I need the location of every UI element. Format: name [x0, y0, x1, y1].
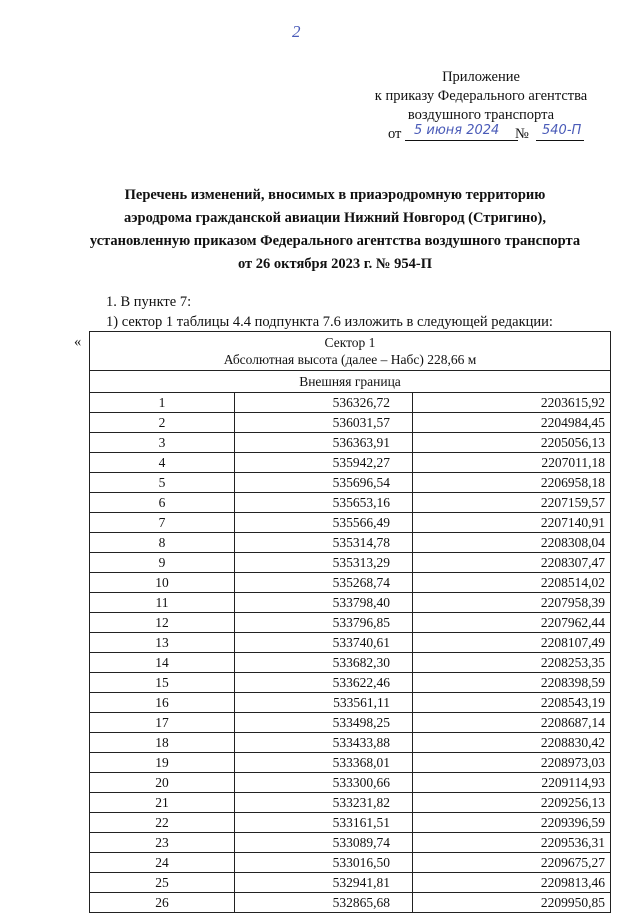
point-index-cell: 16 [90, 693, 235, 713]
title-line-4: от 26 октября 2023 г. № 954-П [238, 256, 432, 272]
point-index-cell: 4 [90, 453, 235, 473]
point-index-cell: 7 [90, 513, 235, 533]
table-row [90, 593, 611, 613]
point-index-cell: 12 [90, 613, 235, 633]
item-2-text: 1) сектор 1 таблицы 4.4 подпункта 7.6 изложить в следующей редакции: [106, 314, 553, 330]
point-index-cell: 11 [90, 593, 235, 613]
x-coordinate-cell: 533433,88 [235, 733, 413, 753]
opening-quote: « [74, 334, 82, 350]
sector-title: Сектор 1 [324, 335, 376, 350]
appendix-line-2: к приказу Федерального агентства [374, 88, 588, 104]
table-row [90, 873, 611, 893]
y-coordinate-cell: 2207962,44 [413, 613, 611, 633]
table-row [90, 693, 611, 713]
y-coordinate-cell: 2209950,85 [413, 893, 611, 913]
x-coordinate-cell: 535696,54 [235, 473, 413, 493]
table-row [90, 653, 611, 673]
order-date-number-row [350, 125, 612, 144]
y-coordinate-cell: 2208973,03 [413, 753, 611, 773]
point-index-cell: 22 [90, 813, 235, 833]
table-row [90, 893, 611, 913]
table-row [90, 773, 611, 793]
x-coordinate-cell: 533740,61 [235, 633, 413, 653]
y-coordinate-cell: 2208253,35 [413, 653, 611, 673]
x-coordinate-cell: 533368,01 [235, 753, 413, 773]
appendix-block [350, 68, 612, 144]
y-coordinate-cell: 2206958,18 [413, 473, 611, 493]
point-index-cell: 8 [90, 533, 235, 553]
point-index-cell: 23 [90, 833, 235, 853]
table-row [90, 493, 611, 513]
x-coordinate-cell: 535314,78 [235, 533, 413, 553]
number-label: № [515, 126, 529, 142]
y-coordinate-cell: 2204984,45 [413, 413, 611, 433]
x-coordinate-cell: 536363,91 [235, 433, 413, 453]
table-row [90, 673, 611, 693]
point-index-cell: 9 [90, 553, 235, 573]
y-coordinate-cell: 2209114,93 [413, 773, 611, 793]
y-coordinate-cell: 2207011,18 [413, 453, 611, 473]
x-coordinate-cell: 533016,50 [235, 853, 413, 873]
document-title [70, 184, 600, 276]
title-line-3: установленную приказом Федерального агентства воздушного транспорта [89, 233, 581, 249]
point-index-cell: 21 [90, 793, 235, 813]
y-coordinate-cell: 2208107,49 [413, 633, 611, 653]
x-coordinate-cell: 535653,16 [235, 493, 413, 513]
x-coordinate-cell: 535566,49 [235, 513, 413, 533]
x-coordinate-cell: 532865,68 [235, 893, 413, 913]
sector-header-cell [90, 332, 611, 371]
table-row [90, 533, 611, 553]
point-index-cell: 10 [90, 573, 235, 593]
x-coordinate-cell: 533798,40 [235, 593, 413, 613]
y-coordinate-cell: 2208308,04 [413, 533, 611, 553]
y-coordinate-cell: 2208687,14 [413, 713, 611, 733]
table-row [90, 613, 611, 633]
point-index-cell: 19 [90, 753, 235, 773]
table-row [90, 813, 611, 833]
x-coordinate-cell: 533498,25 [235, 713, 413, 733]
page-number: 2 [292, 22, 301, 41]
y-coordinate-cell: 2209813,46 [413, 873, 611, 893]
table-row [90, 453, 611, 473]
table-row [90, 833, 611, 853]
point-index-cell: 2 [90, 413, 235, 433]
point-index-cell: 20 [90, 773, 235, 793]
title-line-1: Перечень изменений, вносимых в приаэродромную территорию [124, 187, 546, 203]
point-index-cell: 18 [90, 733, 235, 753]
y-coordinate-cell: 2208514,02 [413, 573, 611, 593]
y-coordinate-cell: 2207958,39 [413, 593, 611, 613]
table-row [90, 633, 611, 653]
y-coordinate-cell: 2207140,91 [413, 513, 611, 533]
table-row [90, 733, 611, 753]
x-coordinate-cell: 535942,27 [235, 453, 413, 473]
table-row [90, 793, 611, 813]
x-coordinate-cell: 533561,11 [235, 693, 413, 713]
x-coordinate-cell: 533089,74 [235, 833, 413, 853]
y-coordinate-cell: 2209675,27 [413, 853, 611, 873]
point-index-cell: 24 [90, 853, 235, 873]
x-coordinate-cell: 533622,46 [235, 673, 413, 693]
appendix-line-3: воздушного транспорта [407, 107, 555, 123]
handwritten-date: 5 июня 2024 [414, 123, 500, 138]
point-index-cell: 3 [90, 433, 235, 453]
x-coordinate-cell: 535268,74 [235, 573, 413, 593]
coordinates-table [89, 331, 611, 913]
y-coordinate-cell: 2207159,57 [413, 493, 611, 513]
y-coordinate-cell: 2209256,13 [413, 793, 611, 813]
y-coordinate-cell: 2208543,19 [413, 693, 611, 713]
title-line-2: аэродрома гражданской авиации Нижний Новгород (Стригино), [124, 210, 546, 226]
x-coordinate-cell: 533161,51 [235, 813, 413, 833]
sector-subtitle: Абсолютная высота (далее – Набс) 228,66 м [223, 352, 477, 367]
y-coordinate-cell: 2208830,42 [413, 733, 611, 753]
point-index-cell: 17 [90, 713, 235, 733]
y-coordinate-cell: 2208307,47 [413, 553, 611, 573]
appendix-line-1: Приложение [442, 69, 520, 85]
table-row [90, 393, 611, 413]
table-row [90, 413, 611, 433]
date-blank-line [405, 140, 518, 141]
point-index-cell: 15 [90, 673, 235, 693]
table-row [90, 513, 611, 533]
x-coordinate-cell: 533300,66 [235, 773, 413, 793]
number-blank-line [536, 140, 584, 141]
from-label: от [388, 126, 402, 142]
table-row [90, 853, 611, 873]
x-coordinate-cell: 533796,85 [235, 613, 413, 633]
item-1-text: 1. В пункте 7: [106, 294, 192, 310]
x-coordinate-cell: 533682,30 [235, 653, 413, 673]
point-index-cell: 1 [90, 393, 235, 413]
point-index-cell: 14 [90, 653, 235, 673]
y-coordinate-cell: 2208398,59 [413, 673, 611, 693]
x-coordinate-cell: 536326,72 [235, 393, 413, 413]
point-index-cell: 13 [90, 633, 235, 653]
y-coordinate-cell: 2205056,13 [413, 433, 611, 453]
point-index-cell: 26 [90, 893, 235, 913]
y-coordinate-cell: 2209396,59 [413, 813, 611, 833]
table-row [90, 573, 611, 593]
x-coordinate-cell: 533231,82 [235, 793, 413, 813]
boundary-row [90, 371, 611, 393]
table-row [90, 713, 611, 733]
y-coordinate-cell: 2203615,92 [413, 393, 611, 413]
handwritten-number: 540-П [542, 123, 582, 138]
point-index-cell: 5 [90, 473, 235, 493]
point-index-cell: 25 [90, 873, 235, 893]
x-coordinate-cell: 535313,29 [235, 553, 413, 573]
point-index-cell: 6 [90, 493, 235, 513]
y-coordinate-cell: 2209536,31 [413, 833, 611, 853]
x-coordinate-cell: 536031,57 [235, 413, 413, 433]
x-coordinate-cell: 532941,81 [235, 873, 413, 893]
table-row [90, 753, 611, 773]
sector-header-row [90, 332, 611, 371]
boundary-label: Внешняя граница [90, 371, 611, 393]
table-row [90, 433, 611, 453]
table-row [90, 553, 611, 573]
table-row [90, 473, 611, 493]
